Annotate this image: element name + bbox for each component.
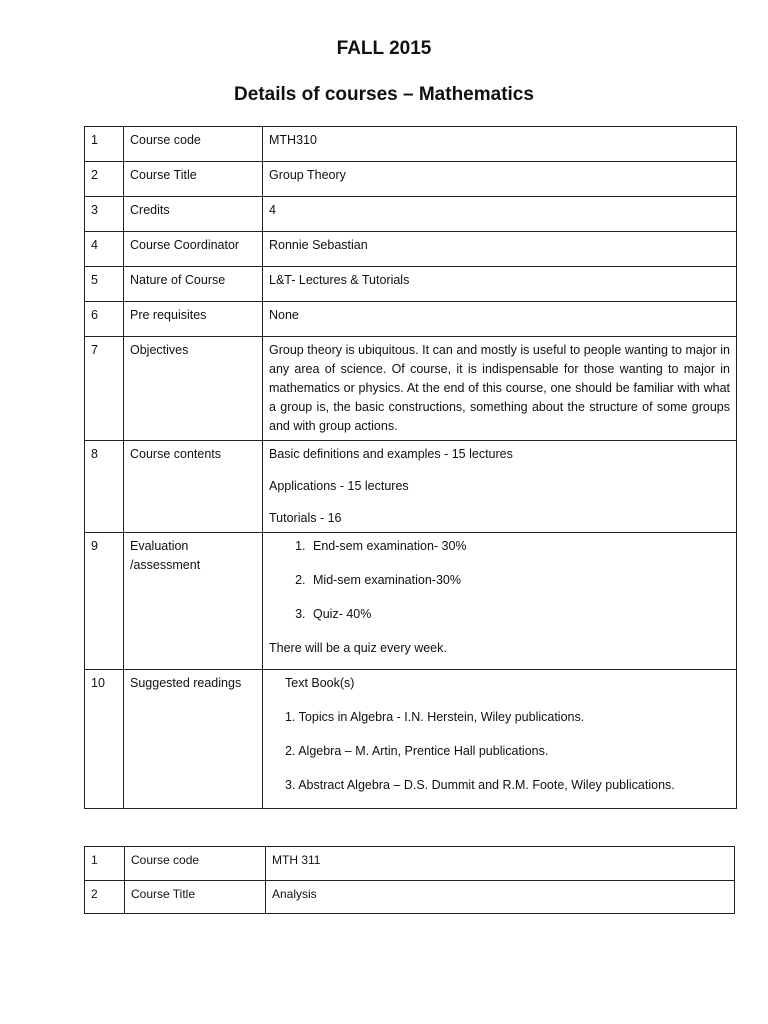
book-item: 1. Topics in Algebra - I.N. Herstein, Wiley publications. (285, 710, 585, 724)
row-number: 6 (85, 302, 124, 337)
objectives-text: Group theory is ubiquitous. It can and mostly is useful to people wanting to major in any area of science. Of course, it is indispensable for those wanting to major in mathematics or physics. At the end of this course, one should be familiar with what a group is, the basic constructions, something about the structure of some groups and with group actions. (269, 343, 730, 433)
table-row (85, 441, 737, 533)
term-heading: FALL 2015 (336, 38, 432, 59)
evaluation-list (269, 537, 730, 624)
row-number: 2 (85, 881, 125, 914)
readings-heading: Text Book(s) (285, 676, 355, 690)
coordinator-value: Ronnie Sebastian (263, 232, 737, 267)
table-row (85, 162, 737, 197)
table-row (85, 232, 737, 267)
list-item: 1. End-sem examination- 30% (309, 537, 730, 556)
objectives-value (263, 337, 737, 441)
table-row (85, 127, 737, 162)
list-item: 2. Mid-sem examination-30% (309, 571, 730, 590)
field-label: Nature of Course (124, 267, 263, 302)
field-label: Credits (124, 197, 263, 232)
credits-value: 4 (263, 197, 737, 232)
row-number: 5 (85, 267, 124, 302)
row-number: 10 (85, 670, 124, 809)
table-row (85, 670, 737, 809)
row-number: 1 (85, 847, 125, 881)
course-table-mth310 (84, 126, 737, 809)
page-title: Details of courses – Mathematics (234, 84, 534, 105)
content-line: Basic definitions and examples - 15 lectures (269, 447, 513, 461)
field-label: Course code (125, 847, 266, 881)
content-line: Tutorials - 16 (269, 511, 342, 525)
field-label: Course Title (125, 881, 266, 914)
field-label: Suggested readings (124, 670, 263, 809)
row-number: 2 (85, 162, 124, 197)
field-label-line: /assessment (130, 558, 201, 572)
course-contents-value (263, 441, 737, 533)
row-number: 9 (85, 533, 124, 670)
field-label: Course Coordinator (124, 232, 263, 267)
book-item: 3. Abstract Algebra – D.S. Dummit and R.M. Foote, Wiley publications. (285, 778, 675, 792)
table-row (85, 197, 737, 232)
field-label: Course contents (124, 441, 263, 533)
list-item: 3. Quiz- 40% (309, 605, 730, 624)
course-code-value: MTH 311 (266, 847, 735, 881)
field-label (124, 533, 263, 670)
table-row (85, 267, 737, 302)
row-number: 1 (85, 127, 124, 162)
table-row (85, 847, 735, 881)
table-row (85, 337, 737, 441)
row-number: 4 (85, 232, 124, 267)
row-number: 8 (85, 441, 124, 533)
field-label: Course code (124, 127, 263, 162)
course-title-value: Group Theory (263, 162, 737, 197)
book-item: 2. Algebra – M. Artin, Prentice Hall publications. (285, 744, 549, 758)
row-number: 3 (85, 197, 124, 232)
readings-value (263, 670, 737, 809)
field-label: Pre requisites (124, 302, 263, 337)
course-code-value: MTH310 (263, 127, 737, 162)
course-table-mth311 (84, 846, 735, 914)
table-row (85, 302, 737, 337)
prerequisites-value: None (263, 302, 737, 337)
evaluation-note: There will be a quiz every week. (269, 641, 447, 655)
content-line: Applications - 15 lectures (269, 479, 409, 493)
field-label: Objectives (124, 337, 263, 441)
nature-value: L&T- Lectures & Tutorials (263, 267, 737, 302)
table-row (85, 881, 735, 914)
table-row (85, 533, 737, 670)
field-label-line: Evaluation (130, 539, 189, 553)
row-number: 7 (85, 337, 124, 441)
course-title-value: Analysis (266, 881, 735, 914)
field-label: Course Title (124, 162, 263, 197)
evaluation-value (263, 533, 737, 670)
